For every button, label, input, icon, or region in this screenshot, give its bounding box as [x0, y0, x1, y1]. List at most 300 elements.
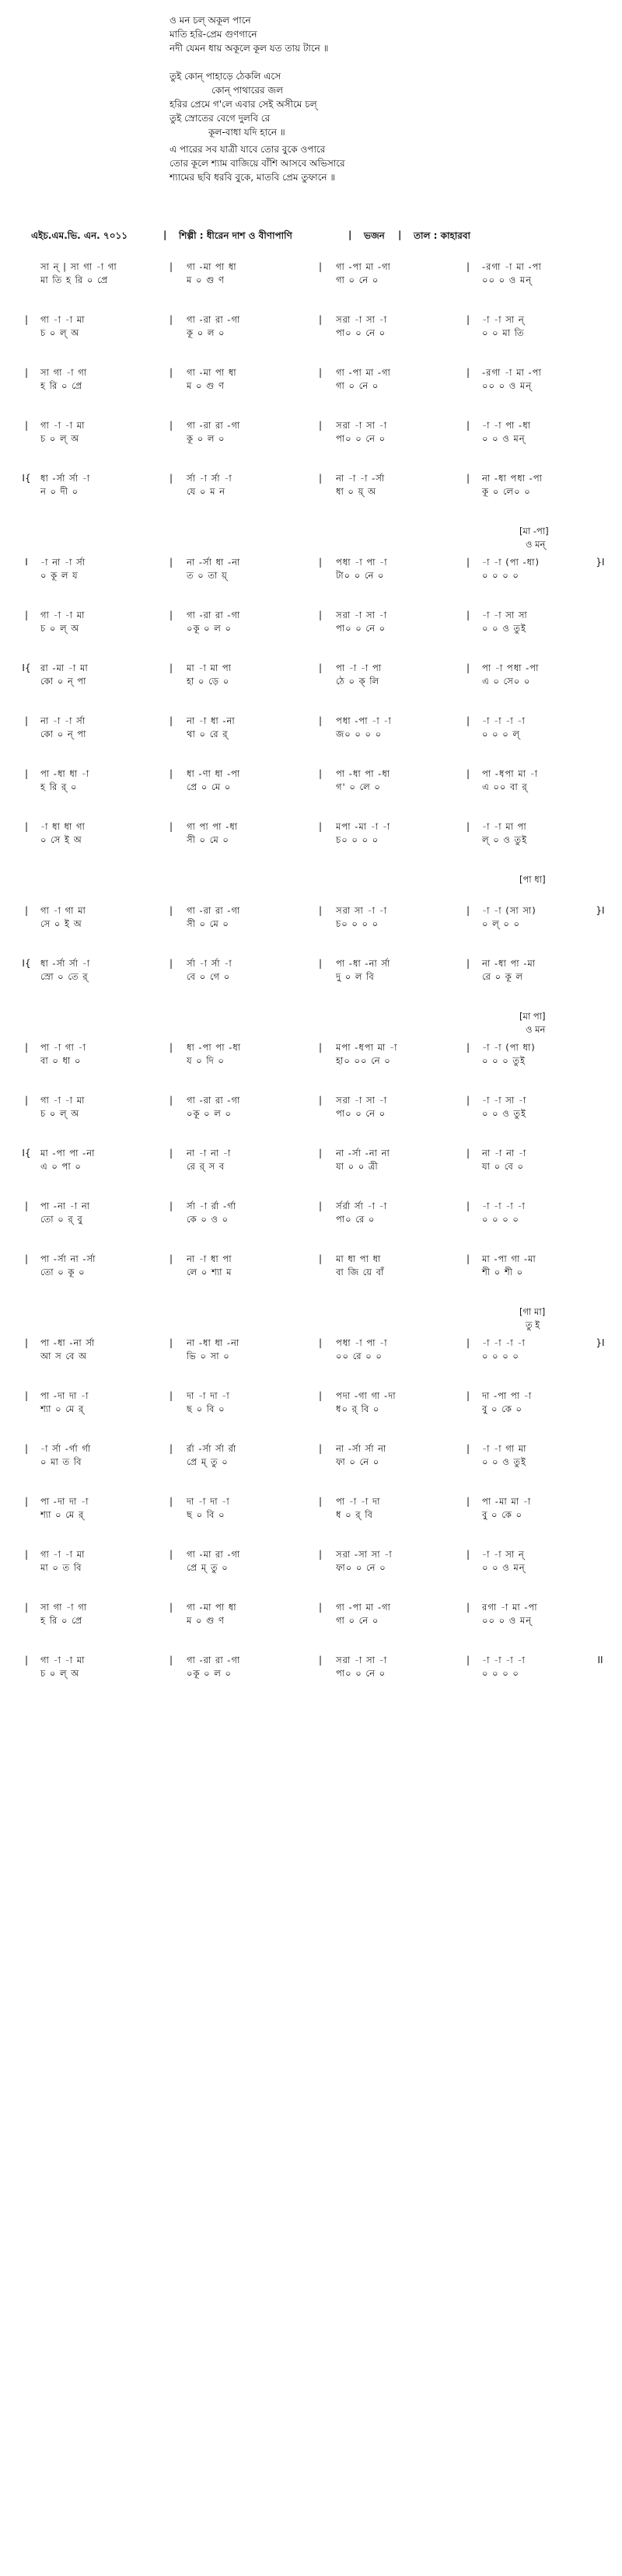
bar-divider: | [169, 1655, 173, 1665]
swara-cell: রা -মা -া মা [40, 662, 89, 673]
section-mark: [মা -পা] [519, 526, 549, 537]
swara-line [0, 1147, 622, 1159]
section-mark: [পা ধা] [519, 874, 546, 885]
syllable-line [0, 675, 622, 687]
bar-divider: | [169, 715, 173, 726]
syllable-cell: শ্যা ০ মে র্ [40, 1509, 85, 1520]
syllable-cell: এ ০ সে০ ০ [482, 676, 531, 687]
notation-row [0, 1654, 622, 1680]
swara-line [0, 904, 622, 917]
notation-row [0, 662, 622, 688]
syllable-cell: প্রে ম্ তু ০ [187, 1456, 229, 1467]
bar-divider: | [318, 610, 323, 620]
bar-divider: | [318, 1602, 323, 1613]
notation-row [0, 313, 622, 340]
swara-cell: পা -া -া পা [336, 662, 383, 673]
syllable-cell: আ স বে অ [40, 1351, 88, 1361]
syllable-cell: ভি ০ সা ০ [187, 1351, 230, 1361]
syllable-line [0, 485, 622, 498]
swara-cell: পধা -া পা -া [336, 557, 388, 568]
bar-divider: | [169, 1253, 173, 1264]
lyric-line: মাতি হরি-প্রেম গুণগানে [169, 29, 257, 40]
bar-divider: | [466, 1042, 470, 1053]
syllable-cell: মা তি হ রি ০ প্রে [40, 274, 109, 285]
bar-divider: | [318, 1443, 323, 1454]
syllable-cell: ০০ রে ০ ০ [336, 1351, 383, 1361]
syllable-cell: ০ ল্ ০ ০ [482, 918, 520, 929]
syllable-line [0, 1508, 622, 1521]
bar-divider: | [169, 821, 173, 832]
notation-row [0, 419, 622, 446]
bar-divider: | [466, 1201, 470, 1211]
bar-divider: | [466, 1390, 470, 1401]
syllable-cell: যা ০ ০ ত্রী [336, 1161, 379, 1172]
syllable-cell: চ ০ ল্ অ [40, 1108, 80, 1119]
swara-cell: পা -র্সা না -র্সা [40, 1253, 96, 1264]
swara-cell: পা -া গা -া [40, 1042, 86, 1053]
syllable-cell: ০ ০ ও তুই [482, 1108, 526, 1119]
lyric-line: তোর কূলে শ্যাম বাজিয়ে বাঁশি আসবে অভিসারে [169, 158, 345, 169]
swara-cell: গা -া -া মা [40, 420, 86, 431]
notation-row [0, 957, 622, 984]
swara-cell: -া ধা ধা গা [40, 821, 86, 832]
bar-end: }I [596, 557, 605, 568]
syllable-cell: প্রে ম্ তু ০ [187, 1562, 229, 1573]
syllable-cell: পা০ ০ নে ০ [336, 433, 386, 444]
lyric-line: কোন্ পাথারের জল [211, 85, 284, 96]
bar-divider: | [466, 610, 470, 620]
swara-line [0, 1200, 622, 1212]
swara-cell: গা -রা রা -গা [187, 1095, 241, 1106]
bar-start: | [24, 1496, 29, 1507]
notation-row [0, 260, 622, 287]
bar-start: | [24, 905, 29, 916]
syllable-cell: মা ০ ত বি [40, 1562, 82, 1573]
swara-cell: পধা -া পা -া [336, 1337, 388, 1348]
syllable-cell: পা০ ০ নে ০ [336, 623, 386, 634]
syllable-cell: ফা০ ০ নে ০ [336, 1562, 386, 1573]
swara-cell: পা -দা দা -া [40, 1390, 89, 1401]
bar-divider: | [169, 420, 173, 431]
swara-cell: পা -ধা -না র্সা [336, 958, 391, 969]
bar-divider: | [318, 1095, 323, 1106]
syllable-cell: ঠে ০ ক্ লি [336, 676, 380, 687]
syllable-cell: হ রি ০ প্রে [40, 380, 83, 391]
swara-line [0, 313, 622, 326]
bar-start: | [24, 1655, 29, 1665]
bar-divider: | [466, 1602, 470, 1613]
syllable-cell: ০ ০ ও তুই [482, 1456, 526, 1467]
bar-start: I{ [22, 662, 31, 673]
swara-cell: গা -া -া মা [40, 1655, 86, 1665]
syllable-cell: ০০ ০ ও মন্ [482, 1615, 533, 1626]
bar-divider: | [169, 905, 173, 916]
swara-cell: -া -া পা -ধা [482, 420, 531, 431]
syllable-cell: ০ সে ই অ [40, 834, 82, 845]
bar-divider: | [466, 1148, 470, 1159]
syllable-cell: ধা ০ য়্ অ [336, 486, 376, 497]
swara-cell: সা গা -া গা [40, 1602, 88, 1613]
syllable-cell: ছ ০ বি ০ [187, 1403, 225, 1414]
swara-cell: র্সর্রা র্সা -া -া [336, 1201, 388, 1211]
notation-row [0, 1253, 622, 1279]
syllable-line [0, 1107, 622, 1120]
bar-divider: | [169, 1602, 173, 1613]
bar-divider: | [466, 821, 470, 832]
swara-cell: পা -া -া দা [336, 1496, 381, 1507]
bar-divider: | [466, 1095, 470, 1106]
separator-1: | [163, 229, 167, 240]
bar-start: | [24, 1253, 29, 1264]
swara-cell: র্সা -া র্সা -া [187, 958, 232, 969]
bar-divider: | [466, 473, 470, 484]
swara-line [0, 1389, 622, 1402]
bar-start: | [24, 1095, 29, 1106]
swara-cell: গা -মা পা ধা [187, 1602, 237, 1613]
bar-start: | [24, 768, 29, 779]
swara-cell: সরা সা -া -া [336, 905, 388, 916]
bar-divider: | [318, 557, 323, 568]
bar-divider: | [169, 958, 173, 969]
swara-cell: পা -মা মা -া [482, 1496, 532, 1507]
bar-divider: | [318, 768, 323, 779]
swara-line [0, 1253, 622, 1265]
syllable-cell: ত ০ তা য়্ [187, 570, 228, 581]
syllable-cell: টা০ ০ নে ০ [336, 570, 385, 581]
syllable-cell: গা ০ নে ০ [336, 274, 379, 285]
swara-cell: দা -া দা -া [187, 1496, 230, 1507]
syllable-cell: গা ০ নে ০ [336, 1615, 379, 1626]
swara-line [0, 609, 622, 621]
swara-line [0, 820, 622, 833]
bar-divider: | [466, 715, 470, 726]
artist-credit: শিল্পী : ধীরেন দাশ ও বীণাপাণি [179, 230, 292, 241]
bar-divider: | [318, 1042, 323, 1053]
swara-cell: -া -া সা -া [482, 1095, 527, 1106]
syllable-cell: চ ০ ল্ অ [40, 433, 80, 444]
syllable-line [0, 1160, 622, 1173]
swara-cell: সরা -া সা -া [336, 420, 388, 431]
syllable-cell: শ্যা ০ মে র্ [40, 1403, 85, 1414]
bar-divider: | [169, 1443, 173, 1454]
swara-cell: পা -ধা পা -ধা [336, 768, 391, 779]
bar-divider: | [169, 473, 173, 484]
swara-cell: সরা -া সা -া [336, 1655, 388, 1665]
syllable-cell: রে ০ কূ ল [482, 971, 524, 982]
bar-divider: | [169, 1549, 173, 1560]
syllable-line [0, 781, 622, 793]
syllable-cell: ০ ০ ০ ০ [482, 1668, 519, 1679]
syllable-cell: ধ ০ র্ বি [336, 1509, 373, 1520]
swara-cell: না -র্সা ধা -না [187, 557, 241, 568]
bar-divider: | [169, 1095, 173, 1106]
swara-cell: গা -া -া মা [40, 1095, 86, 1106]
swara-cell: না -র্সা র্সা না [336, 1443, 387, 1454]
lyric-line: হরির প্রেমে গ'লে এবার সেই অসীমে চল্ [169, 99, 317, 110]
swara-cell: পা -দা দা -া [40, 1496, 89, 1507]
swara-cell: গা -মা পা ধা [187, 367, 237, 378]
syllable-cell: পা০ রে ০ [336, 1214, 376, 1225]
swara-cell: না -া -া -র্সা [336, 473, 386, 484]
lyric-line: কূল-বাধা যদি হানে ॥ [208, 127, 285, 138]
syllable-cell: ০ ০ ০ ল্ [482, 729, 520, 739]
syllable-line [0, 569, 622, 582]
syllable-line [0, 1456, 622, 1468]
lyric-line: নদী যেমন ধায় অকূলে কূল যত তায় টানে ॥ [169, 43, 329, 54]
swara-cell: পধা -পা -া -া [336, 715, 392, 726]
swara-cell: না -র্সা -না না [336, 1148, 390, 1159]
swara-cell: পা -ধা ধা -া [40, 768, 90, 779]
swara-cell: সরা -সা সা -া [336, 1549, 393, 1560]
swara-line [0, 1548, 622, 1561]
syllable-line [0, 1266, 622, 1278]
syllable-cell: কো ০ ন্ পা [40, 729, 87, 739]
syllable-cell: তো ০ র্ বু [40, 1214, 83, 1225]
bar-divider: | [318, 1253, 323, 1264]
syllable-line [0, 834, 622, 846]
bar-divider: | [466, 1253, 470, 1264]
bar-start: | [24, 1390, 29, 1401]
syllable-cell: পা০ ০ নে ০ [336, 1108, 386, 1119]
bar-divider: | [318, 1390, 323, 1401]
swara-cell: দা -া দা -া [187, 1390, 230, 1401]
section-mark-lyric: ও মন [526, 1024, 546, 1035]
swara-line [0, 1601, 622, 1613]
swara-cell: সা ন্ | সা গা -া গা [40, 261, 117, 272]
notation-row [0, 366, 622, 393]
syllable-line [0, 622, 622, 634]
swara-cell: পা -ধপা মা -া [482, 768, 539, 779]
syllable-cell: কূ ০ ল ০ [187, 327, 225, 338]
swara-cell: -া -া মা পা [482, 821, 527, 832]
swara-line [0, 472, 622, 484]
genre-label: ভজন [364, 230, 385, 241]
swara-line [0, 1041, 622, 1054]
syllable-cell: ছ ০ বি ০ [187, 1509, 225, 1520]
swara-cell: না -া -া র্সা [40, 715, 86, 726]
bar-end: }I [596, 1337, 605, 1348]
notation-row [0, 609, 622, 635]
notation-row [0, 1200, 622, 1226]
swara-line [0, 767, 622, 780]
bar-divider: | [318, 905, 323, 916]
bar-divider: | [466, 1496, 470, 1507]
syllable-cell: এ ০ পা ০ [40, 1161, 82, 1172]
bar-divider: | [318, 367, 323, 378]
swara-line [0, 366, 622, 379]
bar-divider: | [318, 662, 323, 673]
tala-label: তাল : কাহারবা [414, 230, 470, 241]
bar-start: | [24, 1201, 29, 1211]
section-mark-lyric: ও মন্ [526, 539, 546, 550]
swara-cell: গা -মা রা -গা [187, 1549, 241, 1560]
bar-divider: | [318, 473, 323, 484]
bar-divider: | [169, 261, 173, 272]
bar-start: | [24, 1042, 29, 1053]
syllable-cell: পা০ ০ নে ০ [336, 1668, 386, 1679]
swara-cell: গা -পা মা -গা [336, 367, 391, 378]
lyric-line: তুই স্রোতের বেগে দুলবি রে [169, 113, 271, 124]
syllable-line [0, 1561, 622, 1574]
syllable-cell: ০০ ০ ও মন্ [482, 380, 533, 391]
swara-cell: না -ধা পধা -পা [482, 473, 543, 484]
notation-row [0, 556, 622, 582]
syllable-cell: চ ০ ল্ অ [40, 1668, 80, 1679]
swara-cell: গা -া -া মা [40, 610, 86, 620]
bar-start: | [24, 715, 29, 726]
syllable-cell: ০ মা ত বি [40, 1456, 82, 1467]
bar-divider: | [169, 1042, 173, 1053]
bar-start: | [24, 314, 29, 325]
notation-row [0, 1389, 622, 1416]
bar-divider: | [318, 715, 323, 726]
syllable-cell: ০ ০ ও মন্ [482, 1562, 526, 1573]
syllable-cell: চ০ ০ ০ ০ [336, 918, 379, 929]
syllable-cell: ০ কূ ল য [40, 570, 79, 581]
bar-divider: | [169, 557, 173, 568]
bar-start: | [24, 1443, 29, 1454]
syllable-cell: থা ০ রে র্ [187, 729, 229, 739]
syllable-cell: ম ০ গু ণ [187, 380, 225, 391]
syllable-cell: বু ০ কে ০ [482, 1509, 523, 1520]
swara-line [0, 1495, 622, 1508]
syllable-line [0, 379, 622, 392]
swara-cell: গা -রা রা -গা [187, 905, 241, 916]
swara-cell: না -া না -া [187, 1148, 232, 1159]
lyric-line: শ্যামের ছবি ধরবি বুকে, মাতবি প্রেম তুফানে ॥ [169, 172, 336, 183]
swara-line [0, 957, 622, 970]
swara-cell: রগা -া মা -পা [482, 1602, 538, 1613]
bar-divider: | [169, 1201, 173, 1211]
syllable-cell: যে ০ ম ন [187, 486, 225, 497]
swara-cell: না -ধা ধা -না [187, 1337, 240, 1348]
syllable-cell: ০ ০ ও তুই [482, 623, 526, 634]
swara-cell: -া -া -া -া [482, 1201, 526, 1211]
notation-row [0, 1094, 622, 1120]
bar-end: }I [596, 905, 605, 916]
bar-divider: | [169, 662, 173, 673]
swara-cell: গা -রা রা -গা [187, 420, 241, 431]
notation-row [0, 1442, 622, 1469]
syllable-cell: ০ ০ ও মন্ [482, 433, 526, 444]
notation-row [0, 820, 622, 847]
notation-row [0, 1601, 622, 1627]
syllable-cell: দু ০ ল বি [336, 971, 375, 982]
syllable-line [0, 1054, 622, 1067]
syllable-cell: হা০ ০০ নে ০ [336, 1055, 391, 1066]
syllable-line [0, 1403, 622, 1415]
bar-divider: | [466, 367, 470, 378]
bar-start: | [24, 367, 29, 378]
swara-cell: ধা -পা পা -ধা [187, 1042, 242, 1053]
syllable-cell: ০কূ ০ ল ০ [187, 623, 232, 634]
swara-cell: মা -া মা পা [187, 662, 232, 673]
syllable-cell: বে ০ গে ০ [187, 971, 231, 982]
lyric-line: এ পারের সব যাত্রী যাবে তোর বুকে ওপারে [169, 144, 326, 155]
section-mark-lyric: তু ই [526, 1319, 540, 1330]
swara-line [0, 1654, 622, 1666]
notation-row [0, 1548, 622, 1575]
swara-line [0, 1442, 622, 1455]
notation-row [0, 472, 622, 498]
syllable-cell: হ রি ০ প্রে [40, 1615, 83, 1626]
notation-row [0, 715, 622, 741]
bar-divider: | [318, 420, 323, 431]
syllable-line [0, 1667, 622, 1679]
bar-start: I{ [22, 958, 31, 969]
bar-start: | [24, 610, 29, 620]
bar-divider: | [318, 821, 323, 832]
swara-cell: গা পা পা -ধা [187, 821, 239, 832]
syllable-cell: ০ ০ ০ তুই [482, 1055, 526, 1066]
lyric-line: তুই কোন্ পাহাড়ে ঠেকলি এসে [169, 71, 281, 82]
swara-cell: গা -া -া মা [40, 314, 86, 325]
separator-3: | [398, 229, 402, 240]
bar-start: I{ [22, 1148, 31, 1159]
swara-cell: -া -া (পা ধা) [482, 1042, 536, 1053]
swara-cell: -া না -া র্সা [40, 557, 86, 568]
swara-cell: মপা -ধপা মা -া [336, 1042, 398, 1053]
syllable-cell: ম ০ গু ণ [187, 1615, 225, 1626]
syllable-cell: ফা ০ নে ০ [336, 1456, 380, 1467]
swara-cell: পা -া পধা -পা [482, 662, 540, 673]
syllable-line [0, 1213, 622, 1225]
syllable-line [0, 327, 622, 339]
syllable-cell: সী ০ মে ০ [187, 834, 229, 845]
swara-cell: গা -পা মা -গা [336, 1602, 391, 1613]
bar-divider: | [466, 1655, 470, 1665]
syllable-cell: পা০ ০ নে ০ [336, 327, 386, 338]
notation-row [0, 767, 622, 794]
swara-cell: গা -া গা মা [40, 905, 86, 916]
notation-row [0, 904, 622, 931]
bar-divider: | [169, 1496, 173, 1507]
bar-divider: | [466, 1549, 470, 1560]
bar-divider: | [318, 1549, 323, 1560]
swara-cell: গা -রা রা -গা [187, 314, 241, 325]
syllable-cell: জ০ ০ ০ ০ [336, 729, 383, 739]
bar-divider: | [318, 1655, 323, 1665]
syllable-cell: ০ ০ ০ ০ [482, 570, 519, 581]
swara-line [0, 419, 622, 432]
syllable-cell: তো ০ কূ ০ [40, 1267, 86, 1278]
swara-cell: মপা -মা -া -া [336, 821, 391, 832]
syllable-line [0, 432, 622, 445]
syllable-cell: ধ০ র্ বি ০ [336, 1403, 380, 1414]
swara-cell: গা -মা পা ধা [187, 261, 237, 272]
swara-cell: গা -পা মা -গা [336, 261, 391, 272]
record-info [0, 229, 622, 245]
bar-divider: | [466, 662, 470, 673]
syllable-cell: কো ০ ন্ পা [40, 676, 87, 687]
bar-divider: | [466, 1337, 470, 1348]
swara-cell: -া -া গা মা [482, 1443, 527, 1454]
bar-divider: | [466, 557, 470, 568]
syllable-cell: ন ০ দী ০ [40, 486, 79, 497]
swara-cell: -া -া সা ন্ [482, 314, 525, 325]
syllable-cell: ০ ০ মা তি [482, 327, 525, 338]
swara-cell: -া র্সা -র্গা র্গা [40, 1443, 92, 1454]
bar-divider: | [169, 1148, 173, 1159]
swara-cell: না -া ধা পা [187, 1253, 232, 1264]
syllable-cell: লে ০ শ্যা ম [187, 1267, 232, 1278]
swara-cell: গা -রা রা -গা [187, 1655, 241, 1665]
bar-divider: | [318, 314, 323, 325]
syllable-cell: সী ০ মে ০ [187, 918, 229, 929]
swara-cell: -া -া (পা -ধা) [482, 557, 540, 568]
swara-line [0, 1337, 622, 1349]
bar-divider: | [318, 261, 323, 272]
